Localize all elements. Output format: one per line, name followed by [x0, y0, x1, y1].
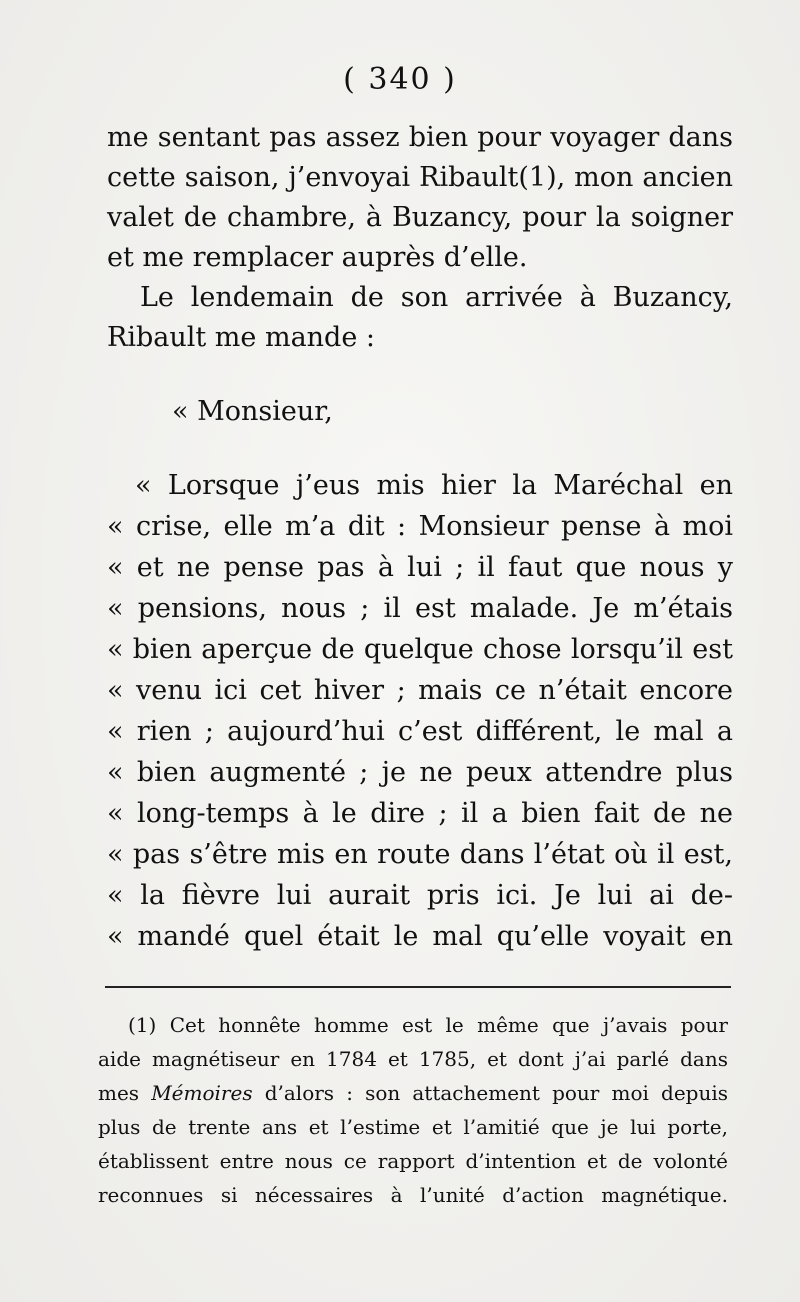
- body-line: « rien ; aujourd’hui c’est différent, le mal a: [107, 716, 733, 747]
- body-line: Le lendemain de son arrivée à Buzancy,: [140, 282, 733, 313]
- footnote-text: d’alors : son attachement pour moi depuis: [252, 1081, 729, 1105]
- footnote-line: reconnues si nécessaires à l’unité d’action magnétique.: [98, 1183, 728, 1207]
- body-line: « mandé quel était le mal qu’elle voyait en: [107, 921, 733, 952]
- body-line: « crise, elle m’a dit : Monsieur pense à moi: [107, 511, 733, 542]
- footnote-italic-title: Mémoires: [151, 1081, 253, 1105]
- body-line: « et ne pense pas à lui ; il faut que nous y: [107, 552, 733, 583]
- body-line: Ribault me mande :: [107, 322, 375, 353]
- footnote-line: [98, 1076, 728, 1110]
- body-line: « long-temps à le dire ; il a bien fait de ne: [107, 798, 733, 829]
- body-line: « la fièvre lui aurait pris ici. Je lui ai de-: [107, 880, 733, 911]
- body-line: « bien aperçue de quelque chose lorsqu’il est: [107, 634, 733, 665]
- footnote-rule: [105, 986, 731, 988]
- footnote-text: mes: [98, 1081, 152, 1105]
- body-line: me sentant pas assez bien pour voyager dans: [107, 122, 733, 153]
- body-line: cette saison, j’envoyai Ribault(1), mon ancien: [107, 162, 733, 193]
- footnote-line: (1) Cet honnête homme est le même que j’avais pour: [128, 1013, 728, 1037]
- salutation: « Monsieur,: [172, 396, 333, 427]
- body-line: « bien augmenté ; je ne peux attendre plus: [107, 757, 733, 788]
- footnote-line: aide magnétiseur en 1784 et 1785, et dont j’ai parlé dans: [98, 1047, 728, 1071]
- body-line: valet de chambre, à Buzancy, pour la soigner: [107, 202, 733, 233]
- footnote-line: plus de trente ans et l’estime et l’amitié que je lui porte,: [98, 1115, 728, 1139]
- page-number: ( 340 ): [343, 62, 457, 97]
- body-line: « Lorsque j’eus mis hier la Maréchal en: [135, 470, 733, 501]
- body-line: et me remplacer auprès d’elle.: [107, 242, 528, 273]
- body-line: « pas s’être mis en route dans l’état où il est,: [107, 839, 733, 870]
- body-line: « venu ici cet hiver ; mais ce n’était encore: [107, 675, 733, 706]
- footnote-line: établissent entre nous ce rapport d’intention et de volonté: [98, 1149, 728, 1173]
- body-line: « pensions, nous ; il est malade. Je m’étais: [107, 593, 733, 624]
